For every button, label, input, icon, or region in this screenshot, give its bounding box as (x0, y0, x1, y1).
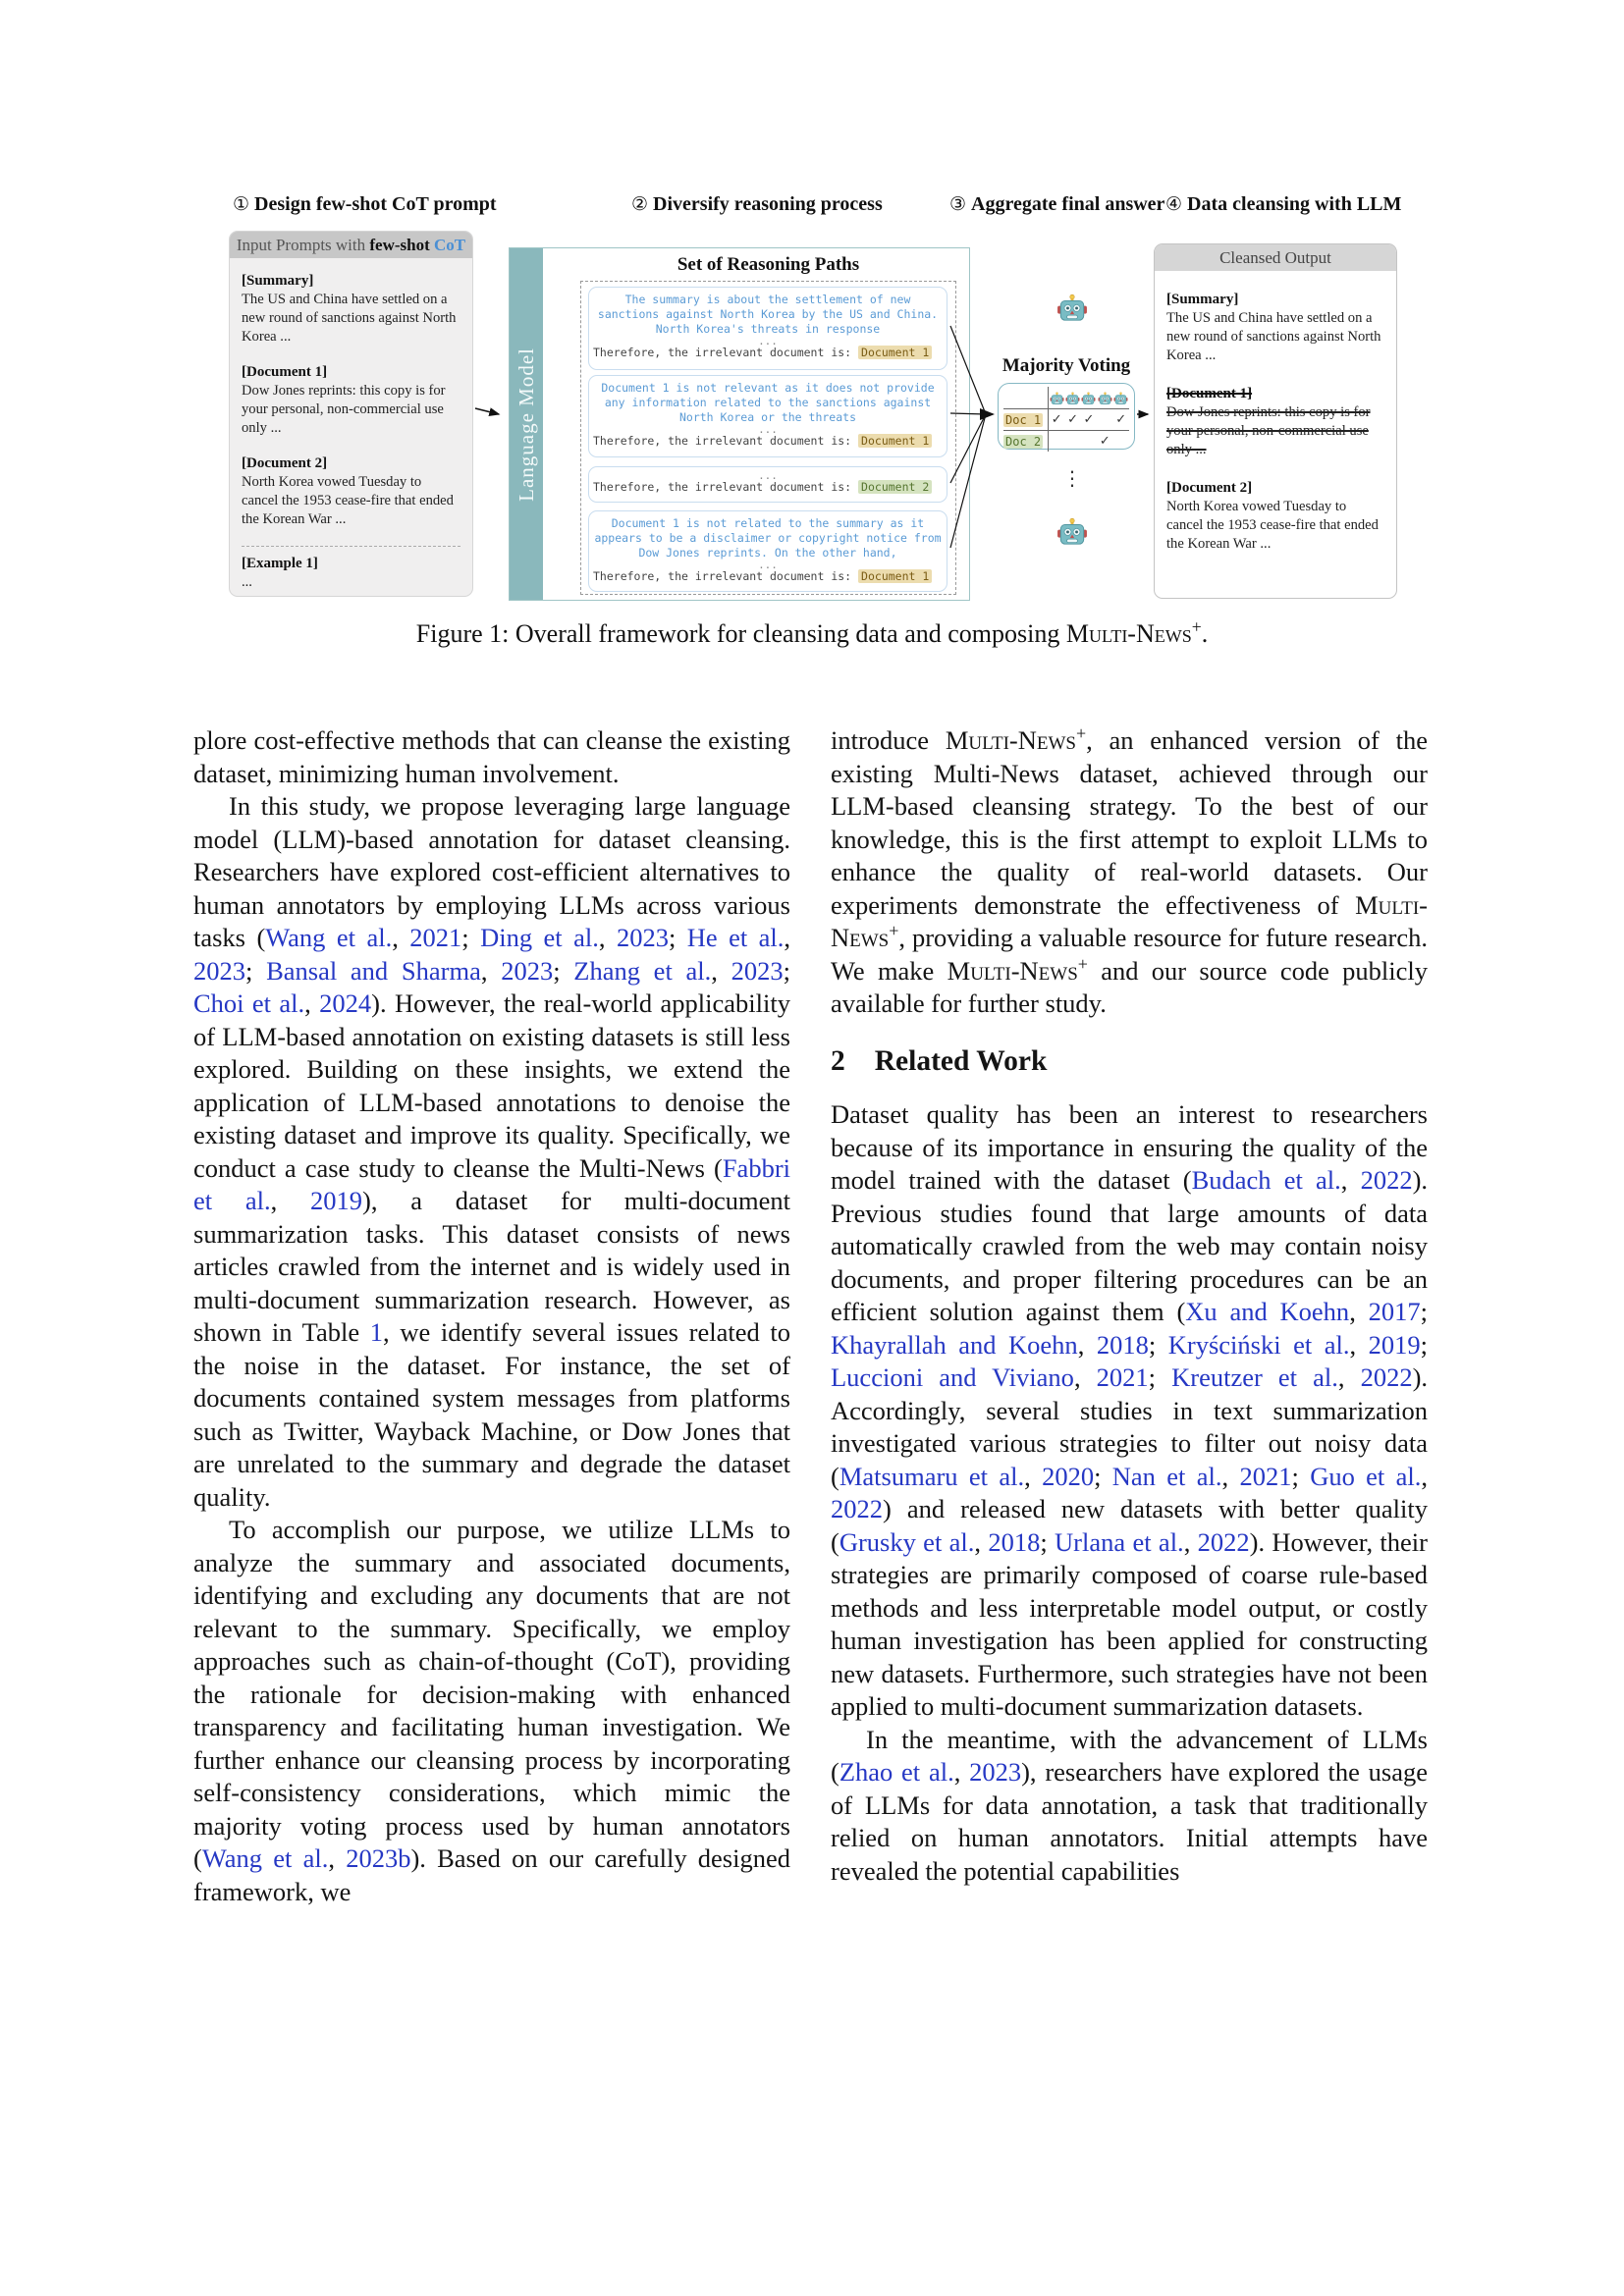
document2-text: North Korea vowed Tuesday to cancel the 1953 cease-fire that ended the Korean War ... (1166, 499, 1379, 552)
reasoning-path-card-4 (588, 510, 947, 592)
citation-link[interactable]: Xu and Koehn (1185, 1297, 1350, 1326)
conclusion-text: Therefore, the irrelevant document is: (593, 434, 852, 448)
citation-link[interactable]: 2019 (310, 1186, 363, 1215)
output-document2-section (1166, 479, 1384, 554)
document1-text: Dow Jones reprints: this copy is for your personal, non-commercial use only ... (242, 383, 446, 436)
body-paragraph: To accomplish our purpose, we utilize LLMs to analyze the summary and associated documents, identifying and excluding any documents that are not relevant to the summary. Specifically, we employ approaches such as chain-of-thought (CoT), providing the rationale for decision-making with enhanced transparency and facilitating human investigation. We further enhance our cleansing process by incorporating self-consistency considerations, which mimic the majority voting process used by human annotators (Wang et al., 2023b). Based on our carefully designed framework, we (193, 1515, 790, 1906)
output-document1-section-struck (1166, 385, 1384, 459)
step-header-4: ④ Data cleansing with LLM (1165, 193, 1402, 215)
citation-link[interactable]: Zhao et al. (839, 1757, 954, 1787)
reasoning-path-card-1 (588, 287, 947, 370)
conclusion-text: Therefore, the irrelevant document is: (593, 569, 852, 583)
summary-label: [Summary] (1166, 292, 1239, 307)
language-model-label: Language Model (514, 347, 538, 502)
example-divider (242, 546, 460, 547)
citation-link[interactable]: He et al. (686, 923, 785, 952)
document1-text-struck: Dow Jones reprints: this copy is for your personal, non-commercial use only ... (1166, 404, 1371, 457)
input-summary-section (242, 272, 460, 347)
input-prompts-panel (229, 231, 473, 597)
citation-link[interactable]: 2023 (616, 923, 669, 952)
circled-2-icon: ② (631, 193, 649, 215)
check-mark: ✓ (1083, 411, 1095, 427)
body-paragraph: introduce Multi-News+, an enhanced version of the existing Multi-News dataset, achieved through our LLM-based cleansing strategy. To the best of our knowledge, this is the first attempt to exploit LLMs to enhance the quality of real-world datasets. Our experiments demonstrate the effectiveness of Multi-News+, providing a valuable resource for future research. We make Multi-News+ and our source code publicly available for further study. (831, 723, 1429, 1018)
citation-link[interactable]: 2023 (731, 955, 784, 986)
ellipsis: ... (758, 559, 778, 571)
input-example-section (242, 555, 460, 592)
input-panel-header: Input Prompts with few-shot CoT (230, 232, 472, 258)
citation-link[interactable]: Kryściński et al. (1167, 1329, 1350, 1360)
citation-link[interactable]: Grusky et al. (839, 1526, 975, 1557)
citation-link[interactable]: 2024 (319, 988, 372, 1018)
citation-link[interactable]: 2019 (1368, 1329, 1421, 1360)
reasoning-path-card-2 (588, 375, 947, 457)
answer-highlight-doc1: Document 1 (858, 346, 932, 359)
section-number: 2 (831, 1044, 845, 1077)
citation-link[interactable]: 2022 (1197, 1526, 1250, 1557)
cleansed-output-panel (1154, 243, 1397, 599)
figure-overall-framework (0, 0, 1624, 667)
citation-link[interactable]: Fabbri et al. (193, 1152, 790, 1215)
voting-row-doc1 (1003, 409, 1129, 431)
vertical-ellipsis: ⋮ (1062, 466, 1082, 490)
section-heading-related-work (831, 1045, 1428, 1079)
step-header-3: ③ Aggregate final answer (949, 193, 1165, 215)
citation-link[interactable]: Choi et al. (193, 988, 305, 1018)
body-paragraph: Dataset quality has been an interest to researchers because of its importance in ensuring the quality of the model trained with the dataset (Budach et al., 2022). Previous studies found that large amounts of data automatically crawled from the web may contain noisy documents, and proper filtering procedures can be an efficient solution against them (Xu and Koehn, 2017; Khayrallah and Koehn, 2018; Kryściński et al., 2019; Luccioni and Viviano, 2021; Kreutzer et al., 2022). Accordingly, several studies in text summarization investigated various strategies to filter out noisy data (Matsumaru et al., 2020; Nan et al., 2021; Guo et al., 2022) and released new datasets with better quality (Grusky et al., 2018; Urlana et al., 2022). However, their strategies are primarily composed of coarse rule-based methods and less interpretable model output, or costly human investigation has been applied for constructing new datasets. Furthermore, such strategies have not been applied to multi-document summarization datasets. (831, 1099, 1429, 1721)
citation-link[interactable]: Budach et al. (1191, 1165, 1341, 1195)
robot-icon (1081, 390, 1097, 406)
citation-link[interactable]: 2021 (1239, 1461, 1292, 1491)
robot-icon (1097, 390, 1112, 406)
document1-label: [Document 1] (242, 364, 328, 380)
reasoning-paths-container (580, 281, 956, 595)
robot-icon (1113, 390, 1129, 406)
citation-link[interactable]: Wang et al. (201, 1843, 329, 1873)
output-panel-header: Cleansed Output (1155, 244, 1396, 271)
citation-link[interactable]: Urlana et al. (1055, 1526, 1184, 1557)
citation-link[interactable]: Matsumaru et al. (839, 1461, 1025, 1491)
check-mark: ✓ (1051, 411, 1062, 427)
majority-voting-title: Majority Voting (1001, 355, 1131, 376)
answer-highlight-doc1: Document 1 (858, 434, 932, 448)
section-title: Related Work (874, 1044, 1048, 1077)
ellipsis: ... (758, 423, 778, 436)
reasoning-paths-title: Set of Reasoning Paths (677, 254, 860, 275)
citation-link[interactable]: Zhang et al. (573, 955, 712, 986)
body-left-column (193, 724, 790, 1908)
citation-link[interactable]: Wang et al. (265, 923, 393, 952)
check-mark: ✓ (1099, 433, 1110, 449)
citation-link[interactable]: 2022 (831, 1494, 883, 1523)
check-mark: ✓ (1067, 411, 1079, 427)
ellipsis: ... (758, 469, 778, 482)
step-header-1: ① Design few-shot CoT prompt (233, 193, 497, 215)
example-label: [Example 1] (242, 556, 318, 571)
citation-link[interactable]: 2018 (988, 1526, 1041, 1557)
answer-highlight-doc2: Document 2 (858, 480, 932, 494)
citation-link[interactable]: Guo et al. (1310, 1461, 1422, 1491)
summary-text: The US and China have settled on a new round of sanctions against North Korea ... (1166, 310, 1381, 363)
citation-link[interactable]: Bansal and Sharma (266, 955, 481, 986)
document2-label: [Document 2] (242, 455, 328, 471)
robot-icon (1056, 517, 1089, 554)
language-model-bar (510, 248, 543, 600)
circled-3-icon: ③ (949, 193, 967, 215)
reasoning-path-card-3 (588, 466, 947, 503)
citation-link[interactable]: 2023 (193, 955, 245, 986)
citation-link[interactable]: Khayrallah and Koehn (831, 1329, 1078, 1360)
robot-icon (1056, 294, 1089, 330)
step-header-2: ② Diversify reasoning process (631, 193, 883, 215)
conclusion-text: Therefore, the irrelevant document is: (593, 346, 852, 359)
circled-4-icon: ④ (1165, 193, 1183, 215)
citation-link[interactable]: 2017 (1368, 1297, 1421, 1326)
citation-link[interactable]: 2023b (346, 1843, 411, 1873)
doc1-label: Doc 1 (1005, 412, 1042, 427)
summary-label: [Summary] (242, 273, 314, 289)
citation-link[interactable]: 2023 (969, 1757, 1022, 1787)
citation-link[interactable]: Nan et al. (1111, 1461, 1222, 1491)
document1-label-struck: [Document 1] (1166, 386, 1253, 401)
input-document1-section (242, 363, 460, 438)
citation-link[interactable]: 2023 (501, 955, 554, 986)
citation-link[interactable]: 2018 (1096, 1329, 1149, 1360)
citation-link[interactable]: Luccioni and Viviano (831, 1362, 1074, 1392)
citation-link[interactable]: Ding et al. (480, 923, 599, 952)
ellipsis: ... (758, 335, 778, 347)
voting-empty-cell (1003, 387, 1049, 408)
document2-label: [Document 2] (1166, 480, 1253, 496)
example-ellipsis: ... (242, 574, 252, 590)
summary-text: The US and China have settled on a new round of sanctions against North Korea ... (242, 292, 457, 345)
citation-link[interactable]: Kreutzer et al. (1171, 1362, 1338, 1392)
rationale-text: Document 1 is not related to the summary as it appears to be a disclaimer or copyright notice from Dow Jones reprints. On the other hand, (594, 516, 942, 560)
doc2-label: Doc 2 (1005, 434, 1042, 449)
output-summary-section (1166, 291, 1384, 365)
body-paragraph: In the meantime, with the advancement of LLMs (Zhao et al., 2023), researchers have explored the usage of LLMs for data annotation, a task that traditionally relied on human annotators. Initial attempts have revealed the potential capabilities (831, 1724, 1429, 1886)
rationale-text: The summary is about the settlement of new sanctions against North Korea by the US and China. North Korea's threats in response (597, 293, 939, 336)
citation-link[interactable]: 2021 (1096, 1362, 1149, 1392)
citation-link[interactable]: 1 (369, 1317, 384, 1347)
figure-caption: Figure 1: Overall framework for cleansing data and composing Multi-News+. (415, 616, 1209, 648)
robot-icon (1064, 390, 1080, 406)
citation-link[interactable]: 2022 (1360, 1362, 1413, 1392)
voting-row-doc2 (1003, 431, 1129, 452)
voting-header-row (1003, 387, 1129, 409)
citation-link[interactable]: 2020 (1042, 1461, 1095, 1491)
rationale-text: Document 1 is not relevant as it does not provide any information related to the sanctions against North Korea or the threats (601, 381, 935, 424)
conclusion-text: Therefore, the irrelevant document is: (593, 480, 852, 494)
input-document2-section (242, 454, 460, 529)
body-right-column (831, 724, 1428, 1888)
answer-highlight-doc1: Document 1 (858, 569, 932, 583)
robot-icon (1049, 390, 1064, 406)
body-paragraph: plore cost-effective methods that can cleanse the existing dataset, minimizing human involvement. (193, 725, 790, 788)
citation-link[interactable]: 2022 (1360, 1165, 1413, 1195)
body-paragraph: In this study, we propose leveraging large language model (LLM)-based annotation for dataset cleansing. Researchers have explored cost-efficient alternatives to human annotators by employing LLMs across various tasks (Wang et al., 2021; Ding et al., 2023; He et al., 2023; Bansal and Sharma, 2023; Zhang et al., 2023; Choi et al., 2024). However, the real-world applicability of LLM-based annotation on existing datasets is still less explored. Building on these insights, we extend the application of LLM-based annotations to denoise the existing dataset and improve its quality. Specifically, we conduct a case study to cleanse the Multi-News (Fabbri et al., 2019), a dataset for multi-document summarization tasks. This dataset consists of news articles crawled from the internet and is widely used in multi-document summarization research. However, as shown in Table 1, we identify several issues related to the noise in the dataset. For instance, the set of documents contained system messages from platforms such as Twitter, Wayback Machine, or Dow Jones that are unrelated to the summary and degrade the dataset quality. (193, 791, 791, 1512)
citation-link[interactable]: 2021 (409, 923, 462, 952)
majority-voting-box (998, 383, 1135, 450)
circled-1-icon: ① (233, 193, 250, 215)
document2-text: North Korea vowed Tuesday to cancel the 1953 cease-fire that ended the Korean War ... (242, 474, 454, 527)
check-mark: ✓ (1115, 411, 1127, 427)
